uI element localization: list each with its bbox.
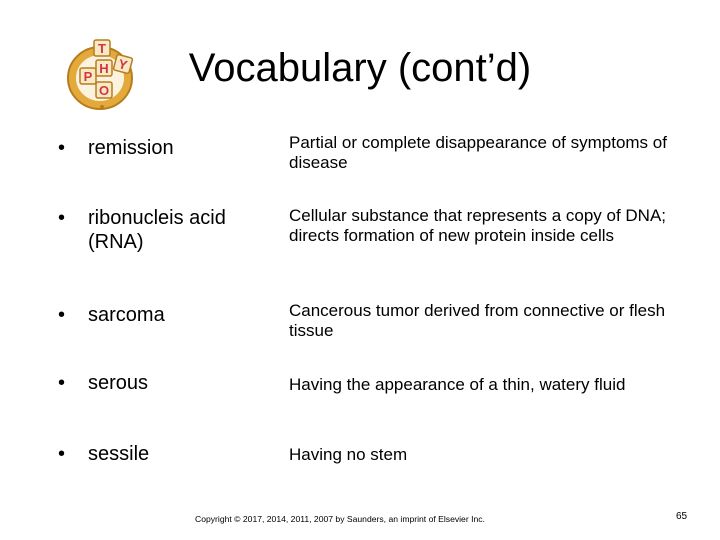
term bbox=[58, 303, 263, 327]
definition: Having no stem bbox=[289, 445, 408, 464]
svg-text:O: O bbox=[98, 83, 110, 98]
phyto-logo bbox=[60, 38, 150, 114]
definition: Having the appearance of a thin, watery fluid bbox=[289, 375, 626, 394]
term bbox=[58, 442, 263, 466]
svg-text:T: T bbox=[98, 41, 106, 56]
svg-text:H: H bbox=[99, 61, 109, 76]
term-label: ribonucleis acid (RNA) bbox=[88, 207, 226, 253]
svg-text:Y: Y bbox=[116, 56, 129, 73]
bullet: • bbox=[58, 372, 66, 394]
term bbox=[58, 371, 263, 395]
bullet: • bbox=[58, 207, 66, 229]
bullet: • bbox=[58, 304, 66, 326]
term-label: remission bbox=[88, 137, 174, 159]
slide-title: Vocabulary (cont’d) bbox=[188, 46, 532, 90]
definition: Cellular substance that represents a copy of DNA; directs formation of new protein inside cells bbox=[289, 206, 667, 245]
bullet: • bbox=[58, 137, 66, 159]
svg-text:P: P bbox=[83, 69, 93, 84]
term-label: sarcoma bbox=[88, 304, 165, 326]
page-number: 65 bbox=[676, 511, 688, 522]
term-label: serous bbox=[88, 372, 149, 394]
definition: Partial or complete disappearance of symptoms of disease bbox=[289, 133, 667, 172]
definition: Cancerous tumor derived from connective or flesh tissue bbox=[289, 301, 666, 340]
copyright-notice: Copyright © 2017, 2014, 2011, 2007 by Saunders, an imprint of Elsevier Inc. bbox=[195, 514, 485, 524]
bullet: • bbox=[58, 443, 66, 465]
term-label: sessile bbox=[88, 443, 150, 465]
term bbox=[58, 136, 263, 160]
term bbox=[58, 206, 263, 254]
